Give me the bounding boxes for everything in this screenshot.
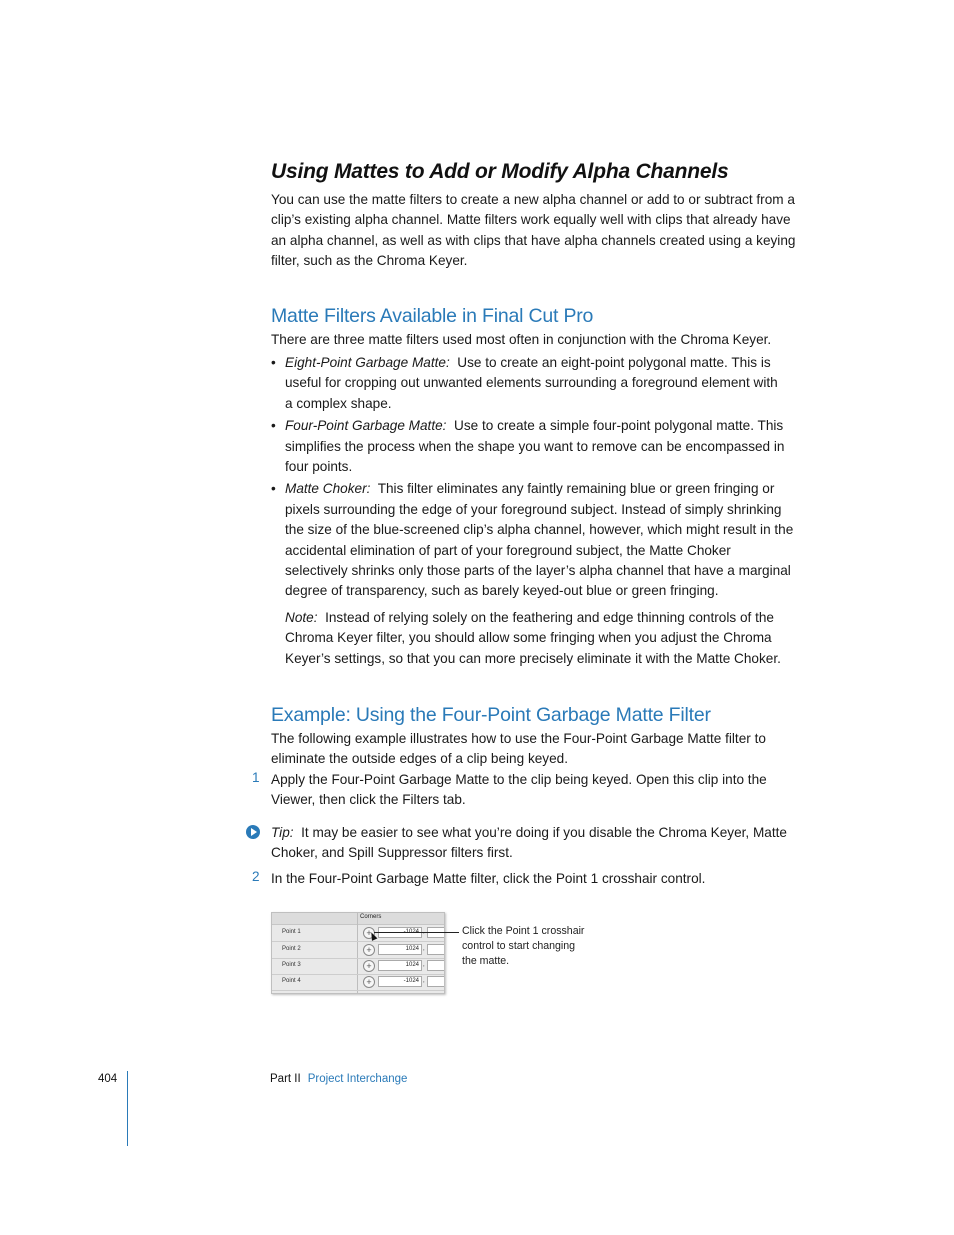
- callout-line-text: the matte.: [462, 955, 510, 967]
- bullet-four-point: [271, 416, 830, 477]
- table-row: [272, 974, 444, 991]
- intro-paragraph: [271, 190, 795, 272]
- point-y-field[interactable]: [427, 944, 445, 955]
- intro-line: an alpha channel, as well as with clips that have alpha channels created using a keying: [271, 232, 796, 248]
- point-label: Point 1: [282, 929, 301, 935]
- note-text: Keyer’s settings, so that you can more precisely eliminate it with the Matte Choker.: [285, 650, 781, 666]
- point-x-field[interactable]: 1024: [378, 960, 422, 971]
- crosshair-icon[interactable]: +: [363, 944, 375, 956]
- example-lead-line: The following example illustrates how to use the Four-Point Garbage Matte filter to: [271, 731, 766, 746]
- point-label: Point 4: [282, 978, 301, 984]
- intro-line: filter, such as the Chroma Keyer.: [271, 253, 468, 269]
- callout-text: [462, 924, 592, 969]
- matte-filter-list: [271, 353, 830, 669]
- crosshair-icon[interactable]: +: [363, 976, 375, 988]
- bullet-dot: •: [271, 418, 276, 434]
- point-y-field[interactable]: [427, 976, 445, 987]
- bullet-text: pixels surrounding the edge of your foreground subject. Instead of simply shrinking: [285, 501, 782, 517]
- bullet-text: a complex shape.: [285, 395, 392, 411]
- tip: [271, 823, 787, 864]
- step-1-line: Viewer, then click the Filters tab.: [271, 792, 466, 808]
- corners-header: [272, 913, 444, 925]
- bullet-text: This filter eliminates any faintly remaining blue or green fringing or: [377, 481, 775, 497]
- note-label: Note:: [285, 609, 318, 625]
- bullet-text: the size of the blue-screened clip’s alpha channel, however, which might result in the: [285, 522, 794, 538]
- example-lead-line: eliminate the outside edges of a clip being keyed.: [271, 751, 568, 767]
- point-x-field[interactable]: -1024: [378, 976, 422, 987]
- bullet-dot: •: [271, 481, 276, 497]
- bullet-eight-point: [271, 353, 830, 414]
- separator: ,: [423, 946, 425, 952]
- tip-text: Choker, and Spill Suppressor filters first.: [271, 845, 513, 861]
- separator: ,: [423, 978, 425, 984]
- bullet-label: Matte Choker:: [285, 481, 371, 497]
- step-number-1: 1: [252, 770, 260, 785]
- bullet-text: useful for cropping out unwanted elements surrounding a foreground element with: [285, 375, 778, 391]
- subsection-title-matte-filters: Matte Filters Available in Final Cut Pro: [271, 305, 594, 327]
- bullet-text: simplifies the process when the shape you want to remove can be encompassed in: [285, 438, 785, 454]
- step-number-2: 2: [252, 869, 260, 884]
- bullet-text: selectively shrinks only those parts of the layer’s alpha channel that have a marginal: [285, 563, 791, 579]
- matte-filters-lead: There are three matte filters used most often in conjunction with the Chroma Keyer.: [271, 332, 772, 347]
- bullet-text: Use to create a simple four-point polygonal matte. This: [454, 418, 784, 434]
- crosshair-icon[interactable]: +: [363, 960, 375, 972]
- part-title-link[interactable]: Project Interchange: [307, 1073, 408, 1085]
- tip-label: Tip:: [271, 825, 294, 840]
- intro-line: clip’s existing alpha channel. Matte filters work equally well with clips that already have: [271, 212, 791, 228]
- point-y-field[interactable]: [427, 960, 445, 971]
- bullet-text: degree of transparency, such as barely keyed-out blue or green fringing.: [285, 583, 719, 599]
- separator: ,: [423, 962, 425, 968]
- point-label: Point 2: [282, 946, 301, 952]
- bullet-text: accidental elimination of part of your foreground subject, the Matte Choker: [285, 542, 731, 558]
- note-text: Instead of relying solely on the feathering and edge thinning controls of the: [325, 609, 774, 625]
- table-row: [272, 942, 444, 959]
- table-row: [272, 925, 444, 942]
- part-label: Part II: [270, 1073, 301, 1085]
- footer-part: [270, 1073, 407, 1085]
- bullet-label: Four-Point Garbage Matte:: [285, 418, 447, 434]
- bullet-text: four points.: [285, 459, 353, 475]
- point-x-field[interactable]: 1024: [378, 944, 422, 955]
- corners-header-label: Corners: [360, 914, 382, 920]
- tip-text: It may be easier to see what you’re doing if you disable the Chroma Keyer, Matte: [301, 825, 787, 840]
- bullet-dot: •: [271, 355, 276, 370]
- callout-line-text: Click the Point 1 crosshair: [462, 925, 585, 937]
- step-1-line: Apply the Four-Point Garbage Matte to the clip being keyed. Open this clip into the: [271, 772, 767, 787]
- subsection-title-example: Example: Using the Four-Point Garbage Matte Filter: [271, 704, 711, 726]
- bullet-matte-choker: [271, 479, 830, 601]
- step-2: In the Four-Point Garbage Matte filter, click the Point 1 crosshair control.: [271, 871, 706, 886]
- bullet-label: Eight-Point Garbage Matte:: [285, 355, 450, 370]
- tip-arrow-icon: [246, 825, 260, 839]
- page-number: 404: [98, 1073, 118, 1085]
- example-lead: [271, 729, 766, 770]
- note-text: Chroma Keyer filter, you should allow some fringing when you adjust the Chroma: [285, 630, 772, 646]
- intro-line: You can use the matte filters to create a new alpha channel or add to or subtract from a: [271, 192, 795, 207]
- note: [285, 608, 830, 669]
- point-label: Point 3: [282, 962, 301, 968]
- bullet-text: Use to create an eight-point polygonal matte. This is: [457, 355, 771, 370]
- callout-line-text: control to start changing: [462, 940, 576, 952]
- footer-divider: [127, 1071, 128, 1146]
- filter-controls-screenshot: [271, 912, 445, 994]
- table-row: [272, 958, 444, 975]
- callout-line: [374, 932, 459, 933]
- crosshair-icon[interactable]: +: [363, 927, 375, 939]
- step-1: [271, 770, 767, 811]
- section-title: Using Mattes to Add or Modify Alpha Channels: [271, 160, 729, 183]
